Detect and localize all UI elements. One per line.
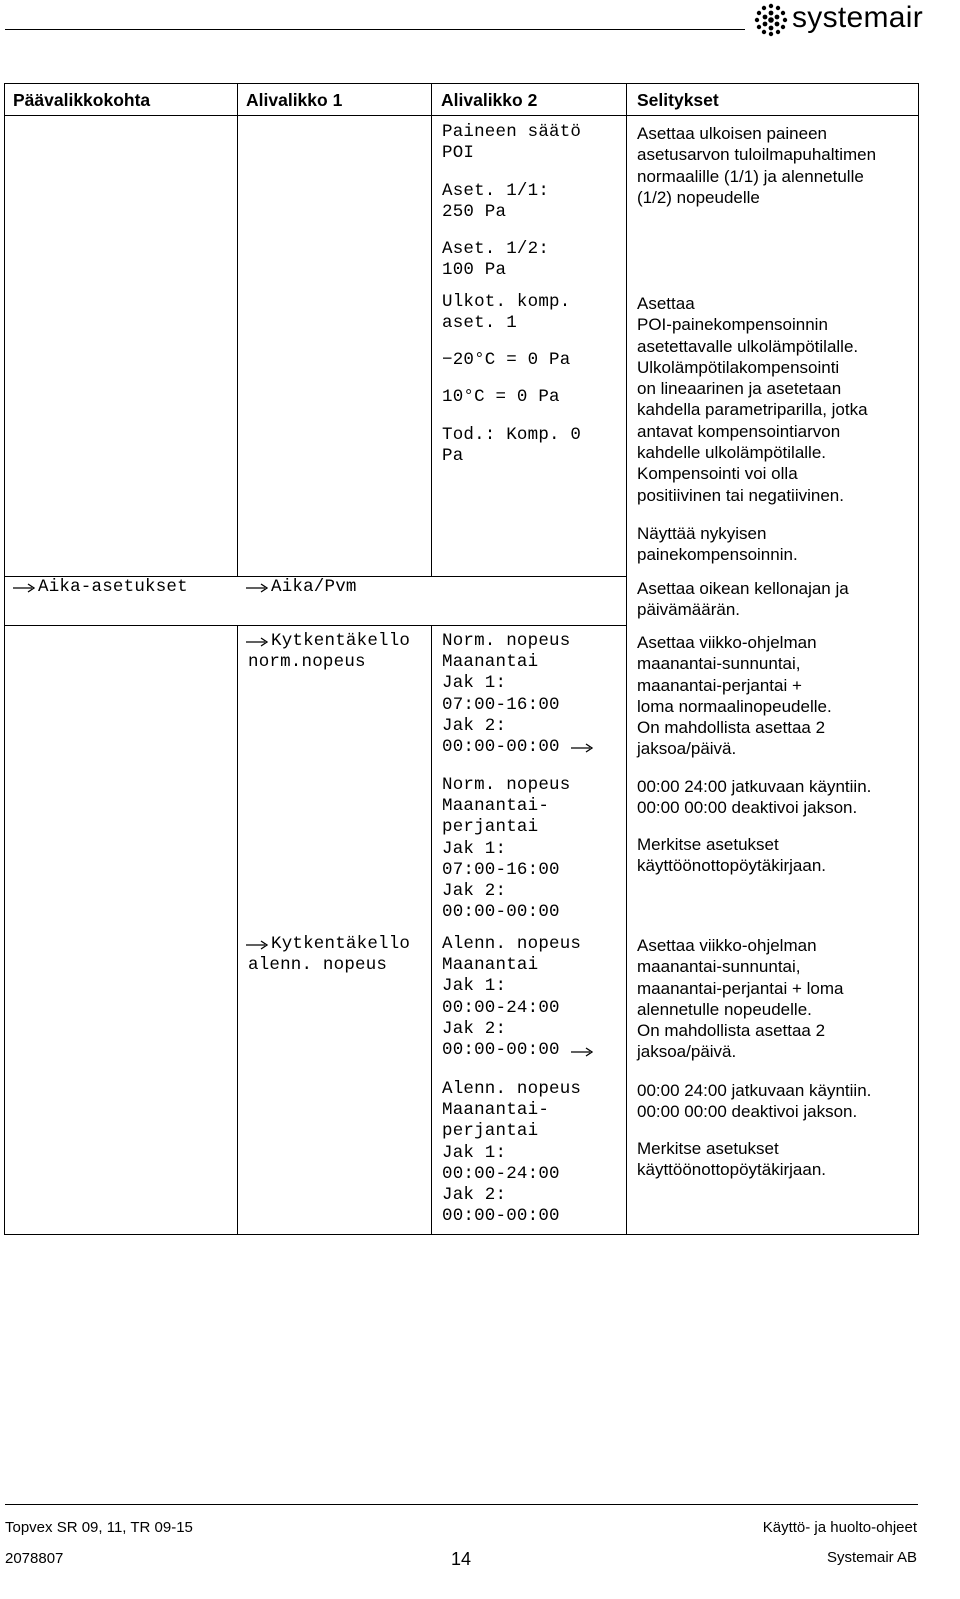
col-divider-2-bottom [431, 625, 432, 1235]
arrow-right-icon [13, 582, 35, 594]
schedule-normal-day-block: Norm. nopeus Maanantai Jak 1: 07:00-16:00 Jak 2: 00:00-00:00 [442, 631, 571, 758]
systemair-logo [752, 2, 957, 38]
header-submenu-1: Alivalikko 1 [246, 90, 343, 110]
schedule-normal-period-note: 00:00 24:00 jatkuvaan käyntiin. 00:00 00:00 deaktivoi jakson. [637, 777, 872, 818]
compensation-description: Asettaa POI-painekompensoinnin asetettavalle ulkolämpötilalle. Ulkolämpötilakompensointi on lineaarinen ja asetetaan kahdella parametriparilla, jotka antavat kompensointiarvon kahdelle ulkolämpötilalle. Kompensointi voi olla positiivinen tai negatiivinen. [637, 294, 868, 505]
footer-company: Systemair AB [826, 1549, 917, 1566]
pressure-setpoint-1-1: Aset. 1/1: 250 Pa [442, 181, 550, 223]
header-main-menu: Päävalikkokohta [13, 90, 151, 110]
arrow-right-icon [571, 742, 593, 754]
compensation-current-description: Näyttää nykyisen painekompensoinnin. [637, 524, 798, 565]
header-row-divider [4, 115, 919, 116]
pressure-description: Asettaa ulkoisen paineen asetusarvon tuloilmapuhaltimen normaalille (1/1) ja alennetulle (1/2) nopeudelle [637, 124, 877, 207]
footer-page-number: 14 [451, 1549, 472, 1569]
arrow-right-icon [246, 582, 268, 594]
compensation-label: Ulkot. komp. aset. 1 [442, 292, 571, 334]
schedule-reduced-submenu: Kytkentäkello alenn. nopeus [248, 934, 411, 976]
footer-manual-title: Käyttö- ja huolto-ohjeet [762, 1519, 917, 1536]
pressure-control-label: Paineen säätö POI [442, 122, 582, 164]
compensation-current: Tod.: Komp. 0 Pa [442, 425, 582, 467]
schedule-normal-record-note: Merkitse asetukset käyttöönottopöytäkirjaan. [637, 835, 827, 876]
time-date-submenu: Aika/Pvm [271, 577, 357, 597]
arrow-right-icon [571, 1046, 593, 1058]
time-row-bottom-divider [4, 625, 627, 626]
pressure-setpoint-1-2: Aset. 1/2: 100 Pa [442, 239, 550, 281]
schedule-reduced-day-block: Alenn. nopeus Maanantai Jak 1: 00:00-24:00 Jak 2: 00:00-00:00 [442, 934, 582, 1061]
logo-dots-icon [752, 2, 790, 38]
footer-product: Topvex SR 09, 11, TR 09-15 [5, 1519, 193, 1536]
time-settings-menu: Aika-asetukset [38, 577, 188, 597]
logo-wordmark: systemair [792, 1, 924, 34]
footer-document-number: 2078807 [5, 1550, 64, 1567]
header-rule [5, 29, 745, 30]
schedule-normal-week-block: Norm. nopeus Maanantai- perjantai Jak 1: 07:00-16:00 Jak 2: 00:00-00:00 [442, 775, 571, 923]
header-submenu-2: Alivalikko 2 [441, 90, 538, 110]
schedule-reduced-description: Asettaa viikko-ohjelman maanantai-sunnuntai, maanantai-perjantai + loma alennetulle nopeudelle. On mahdollista asettaa 2 jaksoa/päivä. [637, 936, 844, 1062]
col-divider-2-top [431, 83, 432, 576]
compensation-plus10: 10°C = 0 Pa [442, 387, 560, 407]
time-description: Asettaa oikean kellonajan ja päivämäärän. [637, 579, 849, 620]
col-divider-1-bottom [237, 625, 238, 1235]
schedule-reduced-record-note: Merkitse asetukset käyttöönottopöytäkirjaan. [637, 1139, 827, 1180]
schedule-reduced-period-note: 00:00 24:00 jatkuvaan käyntiin. 00:00 00:00 deaktivoi jakson. [637, 1081, 872, 1122]
header-descriptions: Selitykset [637, 90, 719, 110]
col-divider-1-top [237, 83, 238, 576]
schedule-reduced-week-block: Alenn. nopeus Maanantai- perjantai Jak 1: 00:00-24:00 Jak 2: 00:00-00:00 [442, 1079, 582, 1227]
compensation-minus20: −20°C = 0 Pa [442, 350, 571, 370]
footer-rule [5, 1504, 918, 1505]
schedule-normal-submenu: Kytkentäkello norm.nopeus [248, 631, 411, 673]
schedule-normal-description: Asettaa viikko-ohjelman maanantai-sunnuntai, maanantai-perjantai + loma normaalinopeudelle. On mahdollista asettaa 2 jaksoa/päivä. [637, 633, 832, 759]
col-divider-3 [626, 83, 627, 1235]
